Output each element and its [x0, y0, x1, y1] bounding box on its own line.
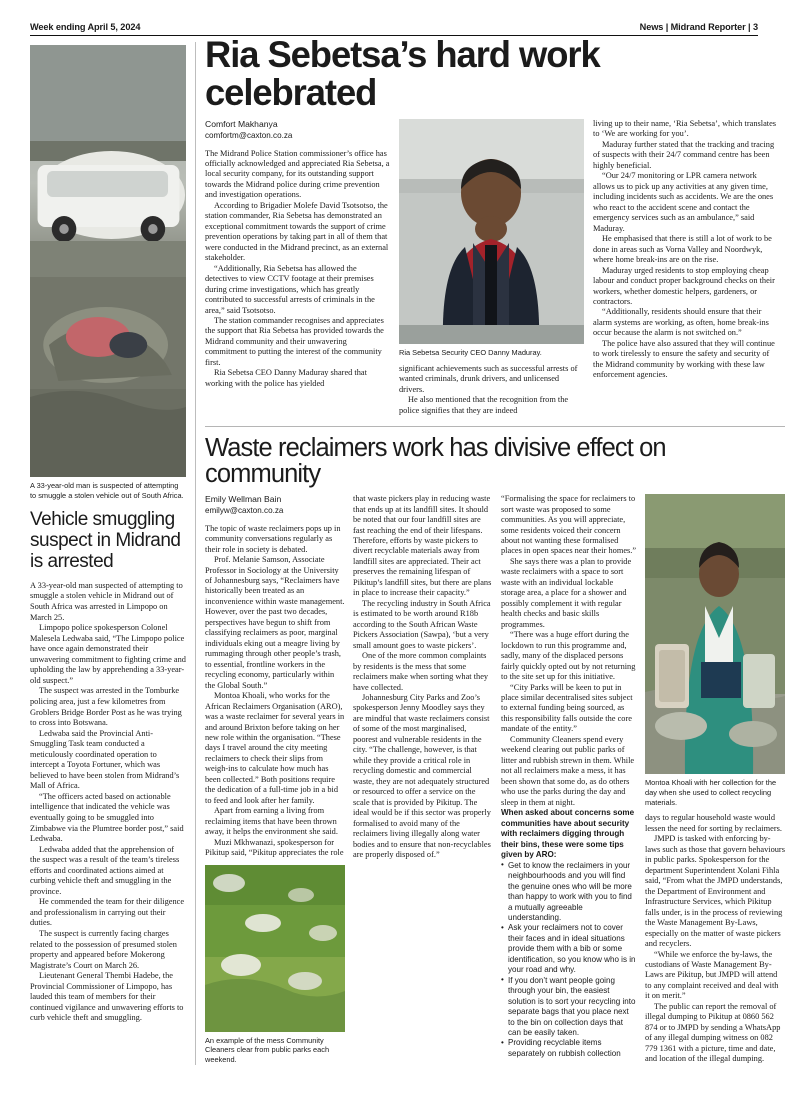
paragraph: The police have also assured that they will continue to work tirelessly to ensure the safety and security of the Midrand community by working with these law enforcement agencies. [593, 338, 775, 380]
article2-tips-lead: When asked about concerns some communities have about security with reclaimers digging through their bins, these were some tips given by ARO: [501, 808, 635, 860]
article2-byline [205, 494, 345, 517]
rail-paragraph: The suspect is currently facing charges related to the possession of presumed stolen property and appeared before Mokerong Magistrate’s Court on March 26. [30, 928, 177, 970]
article2-column-1 [205, 494, 345, 1065]
byline-name: Emily Wellman Bain [205, 494, 282, 505]
paragraph: According to Brigadier Molefe David Tsotsotso, the station commander, Ria Sebetsa has demonstrated an exceptional commitment towards the support of crime prevention operations by taking part in all of them that were conducted in the Midrand precinct, as an external stakeholder. [205, 200, 389, 263]
rail-paragraph: “The officers acted based on actionable intelligence that indicated the vehicle was eventually going to be smuggled into Zimbabwe via the Plumtree border post,” said Ledwaba. [30, 791, 184, 844]
rail-paragraph: The suspect was arrested in the Tomburke policing area, just a few kilometres from Groblers Bridge Border Post as he was trying to cross into Botswana. [30, 686, 182, 728]
paragraph: Apart from earning a living from reclaiming items that have been thrown away, it helps the environment she said. [205, 806, 338, 837]
paragraph: that waste pickers play in reducing waste that ends up at its landfill sites. It should be noted that our four landfill sites are fast reaching the end of their lifespans. Therefore, efforts by waste pickers to divert recyclable materials away from landfill sites are appreciated. Their act preserves the remaining lifespan of Pikitup’s landfill sites, but there are plans in place to increase their capacity.” [353, 494, 492, 598]
paragraph: “Our 24/7 monitoring or LPR camera network allows us to pick up any activities at any given time, including incidents such as accidents. We are the ones who react to the accident scene and contact the emergency services such as an ambulance,” said Maduray. [593, 171, 774, 233]
rail-divider [195, 42, 196, 1065]
article2-columns [205, 494, 785, 1065]
article1-col3-text [593, 119, 778, 381]
rail-paragraph: He commended the team for their diligence and professionalism in carrying out their duties. [30, 897, 185, 928]
rail-paragraph: Ledwaba said the Provincial Anti-Smuggling Task team conducted a meticulously coordinated operation to intercept a Toyota Fortuner, which was believed to have been stolen from Midrand’s Mall of Africa. [30, 728, 180, 791]
article1-column-3 [593, 119, 778, 416]
article1-column-1 [205, 119, 390, 416]
tip-item: • Ask your reclaimers not to cover their faces and in ideal situations provide them with a bib or some identification, so you know who is in your road and why. [501, 923, 637, 975]
left-rail [30, 36, 195, 1065]
article-separator [205, 426, 785, 427]
tip-item: • If you don’t want people going through your bin, the easiest solution is to sort your recycling into separate bags that you place next to the bin on collection days that can be easily taken. [501, 976, 637, 1039]
paragraph: Johannesburg City Parks and Zoo’s spokesperson Jenny Moodley says they are mindful that waste reclaimers consist of some of the most marginalised, poorest and vulnerable residents in the city. “The challenge, however, is that while they provide a critical role in recycling domestic and commercial waste, they are not adequately structured or resourced to offer a service on the scale that is provided by Pikitup. The ideal would be if this sector was properly formalised to avoid many of the reclaimers living illegally along water bodies and to ensure that non-recyclables are properly disposed of.” [353, 693, 491, 860]
tip-item: • Get to know the reclaimers in your neighbourhoods and you will find the genuine ones who will be more than happy to work with you to find a mutually agreeable understanding. [501, 861, 637, 924]
paragraph: “Additionally, Ria Sebetsa has allowed the detectives to view CCTV footage at their premises during crime investigations, which has greatly contributed to successful arrests of criminals in the area,” said Tsotsotso. [205, 263, 375, 315]
article1-headline: Ria Sebetsa’s hard work celebrated [205, 33, 600, 113]
article2-column-3 [501, 494, 637, 1065]
paragraph: days to regular household waste would lessen the need for sorting by reclaimers. [645, 813, 782, 833]
article2-col1-photo-caption: An example of the mess Community Cleaners clear from public parks each weekend. [205, 1035, 330, 1065]
article2-column-2 [353, 494, 493, 1065]
article2-photo-khoali [645, 494, 785, 774]
paragraph: Montoa Khoali, who works for the African Reclaimers Organisation (ARO), was a waste reclaimer for several years in and around Brixton before taking on her new role within the organisation. “These days I travel around the city meeting reclaimers to check their slips from weigh-ins to calculate how much has been collected.” Both positions require the dedication of a full-time job in a bid to feed and look after her family. [205, 691, 345, 805]
paragraph: living up to their name, ‘Ria Sebetsa’, which translates to ‘We are working for you’. [593, 119, 777, 139]
article1-column-2 [399, 119, 584, 416]
page-body [30, 33, 785, 1065]
paragraph: She says there was a plan to provide waste reclaimers with a space to sort waste with an individual lockable storage area, a place for a shower and possibly complement it with regular health checks and basic skills programmes. [501, 556, 632, 629]
byline-name: Comfort Makhanya [205, 119, 278, 129]
article2-headline: Waste reclaimers work has divisive effect on community [205, 434, 666, 488]
rail-photo-vehicle [30, 45, 186, 477]
article2-col3-text [501, 494, 637, 808]
masthead-date: Week ending April 5, 2024 [30, 22, 141, 32]
main-column [205, 33, 785, 1065]
article1-byline [205, 119, 390, 142]
rail-paragraph: Limpopo police spokesperson Colonel Malesela Ledwaba said, “The Limpopo police have once again demonstrated their unwavering commitment to fighting crime and upholding the law by apprehending a 33-year-old suspect.” [30, 623, 186, 685]
rail-paragraph: Ledwaba added that the apprehension of the suspect was a result of the team’s tireless efforts and coordinated actions aimed at curbing vehicle theft and smuggling in the province. [30, 844, 180, 896]
rail-paragraph: A 33-year-old man suspected of attempting to smuggle a stolen vehicle in Midrand out of South Africa was arrested in Limpopo on March 25. [30, 580, 183, 622]
paragraph: significant achievements such as successful arrests of wanted criminals, drunk drivers, and unlicensed drivers. [399, 363, 578, 394]
paragraph: Prof. Melanie Samson, Associate Professor in Sociology at the University of Johannesburg says, “Reclaimers have historically been treated as an inconvenience within waste management. However, over the past two decades, perspectives have begun to shift from classifying reclaimers as poor, marginal individuals eking out a meagre living by rummaging through other people’s trash, to essential, frontline workers in the recycling economy, particularly within the Global South.” [205, 555, 345, 690]
paragraph: Community Cleaners spend every weekend clearing out public parks of litter and rubbish strewn in them. While not all reclaimers make a mess, it has been shown that some do, as do others who use the parks during the day and sleep in them at night. [501, 734, 635, 807]
article-ria-sebetsa [205, 33, 785, 416]
article2-col4-text [645, 813, 785, 1064]
article2-photo-litter [205, 865, 345, 1032]
paragraph: “There was a huge effort during the lockdown to run this programme and, sadly, many of the displaced persons fairly quickly opted out by not returning to the site set up for this initiative. [501, 630, 636, 682]
paragraph: The topic of waste reclaimers pops up in community conversations regularly as their role in society is debated. [205, 523, 341, 554]
byline-email: comfortm@caxton.co.za [205, 130, 293, 140]
rail-paragraph: Lieutenant General Thembi Hadebe, the Provincial Commissioner of Limpopo, has lauded this team of members for their continued vigilance and unwavering efforts to curb vehicle theft and smuggling. [30, 971, 184, 1023]
article1-col1-text [205, 149, 390, 390]
article2-tips-list [501, 861, 637, 1060]
article2-column-4 [645, 494, 785, 1065]
paragraph: One of the more common complaints by residents is the mess that some reclaimers make when sorting what they have collected. [353, 651, 489, 692]
paragraph: Maduray urged residents to stop employing cheap labour and conduct proper background checks on their workers, whether domestic helpers, gardeners, or contractors. [593, 265, 775, 306]
paragraph: The station commander recognises and appreciates the support that Ria Sebetsa has provided towards the Midrand community and their unwavering commitment to putting the interest of the community first. [205, 316, 384, 367]
paragraph: He also mentioned that the recognition from the police signifies that they are indeed [399, 395, 569, 415]
article1-columns [205, 119, 785, 416]
article2-col1-text [205, 524, 345, 859]
byline-email: emilyw@caxton.co.za [205, 505, 284, 515]
paragraph: He emphasised that there is still a lot of work to be done in areas such as Vorna Valley and Noordwyk, where home break-ins are on the rise. [593, 234, 772, 265]
article1-photo-maduray [399, 119, 584, 344]
article1-col2-text [399, 364, 584, 416]
paragraph: “Additionally, residents should ensure that their alarm systems are working, as often, home break-ins occur because the alarm is not switched on.” [593, 307, 769, 338]
tip-item: • Providing recyclable items separately on rubbish collection [501, 1038, 637, 1059]
rail-article-text [30, 581, 186, 1024]
rail-headline: Vehicle smuggling suspect in Midrand is arrested [30, 508, 181, 573]
article1-photo-caption: Ria Sebetsa Security CEO Danny Maduray. [399, 348, 542, 357]
paragraph: Maduray further stated that the tracking and tracing of suspects with their 24/7 command centre has been highly beneficial. [593, 139, 775, 170]
paragraph: Ria Sebetsa CEO Danny Maduray shared that working with the police has yielded [205, 368, 367, 388]
paragraph: The Midrand Police Station commissioner’s office has officially acknowledged and appreciated Ria Sebetsa, a local security company, for its outstanding support towards the Midrand police during crime prevention and investigation operations. [205, 148, 390, 200]
masthead-section: News | Midrand Reporter | 3 [639, 22, 758, 32]
paragraph: The public can report the removal of illegal dumping to Pikitup at 0860 562 874 or to JMPD by sending a WhatsApp of any illegal dumping witness on 082 779 1361 with a picture, time and date, and location of the illegal dumping. [645, 1001, 781, 1064]
article-waste-reclaimers [205, 436, 785, 1065]
paragraph: “Formalising the space for reclaimers to sort waste was proposed to some communities. As you will appreciate, some residents voiced their concern about not wanting these formalised places in open spaces near their homes.” [501, 494, 637, 556]
paragraph: “While we enforce the by-laws, the custodians of Waste Management By-Laws are Pikitup, but JMPD will attend to any complaint received and deal with it on merit.” [645, 949, 779, 1001]
paragraph: The recycling industry in South Africa is estimated to be worth around R18b according to the South African Waste Pickers Association (Sawpa), ‘but a very small amount goes to waste pickers’. [353, 598, 491, 650]
paragraph: Muzi Mkhwanazi, spokesperson for Pikitup said, “Pikitup appreciates the role [205, 837, 344, 858]
article2-photo-caption: Montoa Khoali with her collection for the day when she used to collect recycling materials. [645, 778, 777, 807]
rail-photo-caption: A 33-year-old man is suspected of attempting to smuggle a stolen vehicle out of South Africa. [30, 481, 184, 500]
article2-col2-text [353, 494, 493, 860]
paragraph: “City Parks will be keen to put in place similar decentralised sites subject to external funding being sourced, as this responsibility falls outside the core mandate of the entity.” [501, 682, 633, 734]
paragraph: JMPD is tasked with enforcing by-laws such as those that govern behaviours in public parks. Spokesperson for the department Superintendent Xolani Fihla said, “From what the JMPD understands, the Department of Environment and Infrastructure Services, which Pikitup falls under, is in the process of reviewing the Waste Management By-Laws, especially on the matter of waste pickers and recyclers. [645, 834, 785, 949]
